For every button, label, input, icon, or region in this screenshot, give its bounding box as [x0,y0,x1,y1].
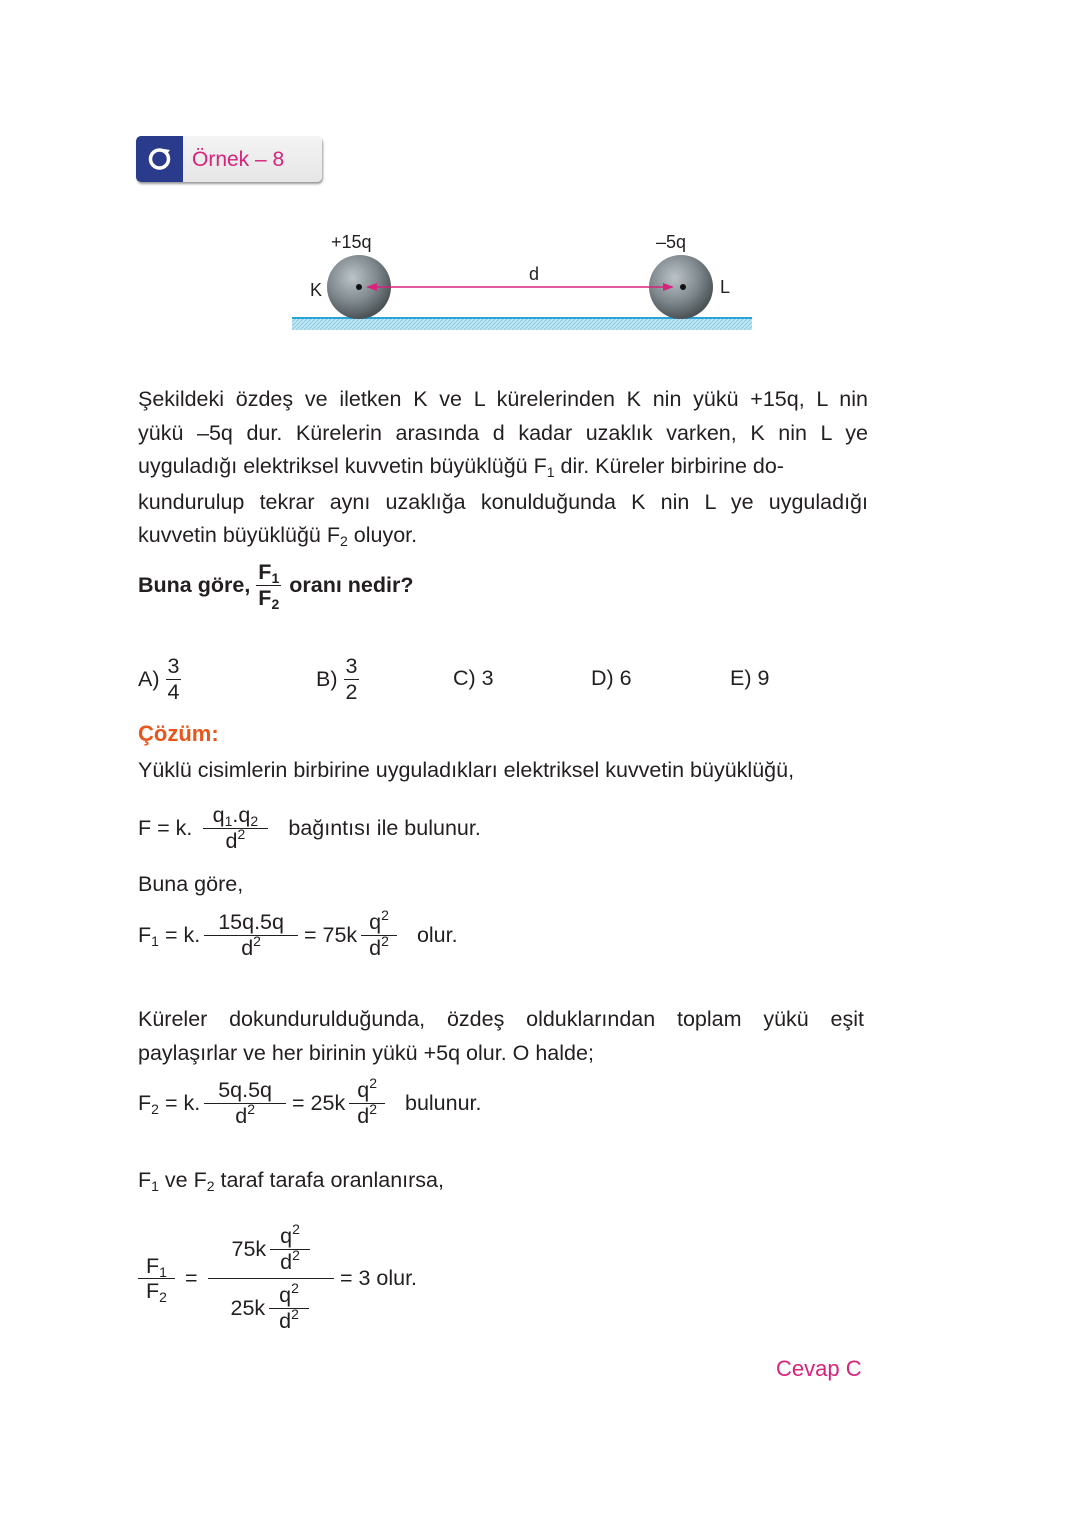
answer-label: Cevap C [776,1356,862,1381]
question-line: uyguladığı elektriksel kuvvetin büyüklüğü $F_1$ dir. Küreler birbirine do- [138,454,784,480]
solution-intro: Yüklü cisimlerin birbirine uyguladıkları elektriksel kuvvetin büyüklüğü, [138,758,795,782]
sphere-k-label: K [310,280,323,300]
ratio-rhs: 75k $\frac{q^2}{d^2}$ 25k $\frac{q^2}{d^2}$ [208,1224,334,1334]
buna-gore-text: Buna göre, [138,872,244,896]
question-line: kuvvetin büyüklüğü $F_2$ oluyor. [138,523,418,549]
question-line: yükü –5q dur. Kürelerin arasında d kadar uzaklık varken, K nin L ye [138,420,868,445]
option-d[interactable]: D) 6 [591,666,632,690]
coulomb-formula: F = k. $\frac{q_1.q_2}{d^2}$ bağıntısı ile bulunur. [138,803,481,853]
charge-k-label: +15q [331,232,372,252]
ratio-equation: $\frac{F_1}{F_2}$ = 75k $\frac{q^2}{d^2}$ 25k $\frac{q^2}{d^2}$ = 3 olur. [138,1224,417,1334]
example-title: Örnek – 8 [192,148,285,171]
charges-figure [280,222,760,347]
distance-label: d [529,264,540,284]
f1-equation: $F_1$ = k. $\frac{15q.5q}{d^2}$ = 75k $\frac{q^2}{d^2}$ olur. [138,907,458,960]
question-prompt: Buna göre, $\frac{F_1}{F_2}$ oranı nedir? [138,560,414,612]
ratio-lhs: $\frac{F_1}{F_2}$ [138,1254,175,1304]
question-line: Şekildeki özdeş ve iletken K ve L kürelerinden K nin yükü +15q, L nin [138,387,868,411]
prompt-fraction: $\frac{F_1}{F_2}$ [258,560,280,612]
ratio-sentence: $F_1$ ve $F_2$ taraf tarafa oranlanırsa, [138,1168,444,1194]
solution-paragraph: Küreler dokundurulduğunda, özdeş olduklarından toplam yükü eşit paylaşırlar ve her birinin yükü +5q olur. O halde; [138,1007,864,1065]
option-b[interactable]: B) $\frac{3}{2}$ [316,654,358,704]
question-text [138,383,868,555]
sphere-l-label: L [720,277,731,297]
refresh-icon-box [136,136,183,182]
option-e[interactable]: E) 9 [730,666,770,690]
question-line: kundurulup tekrar aynı uzaklığa konulduğunda K nin L ye uyguladığı [138,489,868,514]
solution-title: Çözüm: [138,721,219,746]
f2-equation: $F_2$ = k. $\frac{5q.5q}{d^2}$ = 25k $\frac{q^2}{d^2}$ bulunur. [138,1075,482,1128]
ground [292,318,752,330]
refresh-icon [136,136,183,182]
charge-l-label: –5q [656,232,687,252]
option-a[interactable]: A) $\frac{3}{4}$ [138,654,180,704]
option-c[interactable]: C) 3 [453,666,494,690]
